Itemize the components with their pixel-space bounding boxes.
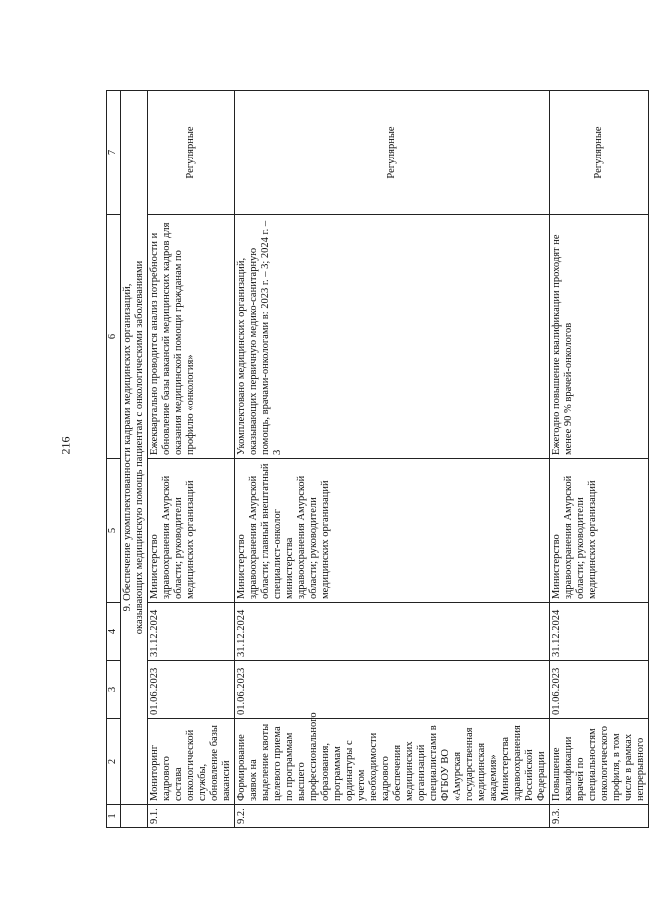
table-row bbox=[148, 91, 235, 828]
section-row bbox=[121, 91, 148, 828]
responsible: Министерство здравоохранения Амурской области; главный внештатный специалист-онколог министерства здравоохранения Амурской области; руководители медицинских организаций bbox=[235, 459, 550, 603]
end-date: 31.12.2024 bbox=[148, 603, 235, 661]
table-row bbox=[235, 91, 550, 828]
column-number-row bbox=[107, 91, 121, 828]
result: Ежегодно повышение квалификации проходят не менее 90 % врачей-онкологов bbox=[550, 215, 649, 459]
column-header: 4 bbox=[107, 603, 121, 661]
section-title-line: оказывающих медицинскую помощь пациентам с онкологическими заболеваниями bbox=[134, 260, 145, 635]
end-date: 31.12.2024 bbox=[235, 603, 550, 661]
column-header: 1 bbox=[107, 805, 121, 828]
measure-name: Мониторинг кадрового состава онкологической службы, обновление базы вакансий bbox=[148, 719, 235, 805]
page-number: 216 bbox=[58, 436, 73, 455]
measure-name: Формирование заявок на выделение квоты целевого приема по программам высшего профессионального образования, программам ординатуры с учетом необходимости кадрового обеспечения медицинских организаций специалистами в ФГБОУ ВО «Амурская государственная медицинская академия» Министерства здравоохранения Российской Федерации bbox=[235, 719, 550, 805]
measure-name: Повышение квалификации врачей по специальностям онкологического профиля, в том числе в рамках непрерывного bbox=[550, 719, 649, 805]
measure-type: Регулярные bbox=[148, 91, 235, 215]
measure-type: Регулярные bbox=[235, 91, 550, 215]
row-number: 9.1. bbox=[148, 805, 235, 828]
end-date: 31.12.2024 bbox=[550, 603, 649, 661]
result: Ежеквартально проводится анализ потребности и обновление базы вакансий медицинских кадров для оказания медицинской помощи гражданам по профилю «онкология» bbox=[148, 215, 235, 459]
table-row bbox=[550, 91, 649, 828]
start-date: 01.06.2023 bbox=[550, 661, 649, 719]
column-header: 5 bbox=[107, 459, 121, 603]
row-number: 9.2. bbox=[235, 805, 550, 828]
column-header: 3 bbox=[107, 661, 121, 719]
column-header: 2 bbox=[107, 719, 121, 805]
responsible: Министерство здравоохранения Амурской области; руководители медицинских организаций bbox=[550, 459, 649, 603]
column-header: 6 bbox=[107, 215, 121, 459]
result: Укомплектовано медицинских организаций, оказывающих первичную медико-санитарную помощь, врачами-онкологами в: 2023 г. – 3; 2024 г. – 3 bbox=[235, 215, 550, 459]
rotated-table-container bbox=[106, 91, 646, 828]
section-title bbox=[121, 91, 148, 805]
measures-table bbox=[106, 90, 649, 828]
column-header: 7 bbox=[107, 91, 121, 215]
row-number: 9.3. bbox=[550, 805, 649, 828]
responsible: Министерство здравоохранения Амурской области; руководители медицинских организаций bbox=[148, 459, 235, 603]
start-date: 01.06.2023 bbox=[235, 661, 550, 719]
section-title-line: 9. Обеспечение укомплектованности кадрами медицинских организаций, bbox=[122, 283, 133, 612]
measure-type: Регулярные bbox=[550, 91, 649, 215]
start-date: 01.06.2023 bbox=[148, 661, 235, 719]
